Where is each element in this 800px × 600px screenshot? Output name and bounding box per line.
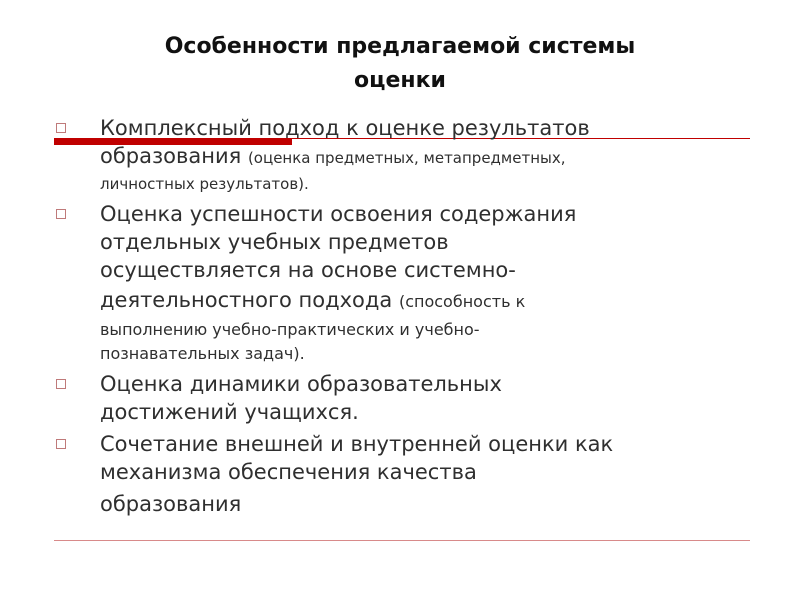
item-1-line-2	[100, 142, 754, 172]
item-2-line-6: познавательных задач).	[100, 344, 305, 363]
list-item-2	[54, 200, 754, 366]
slide-title-line-1: Особенности предлагаемой системы	[164, 34, 636, 59]
item-2-line-4-note: (способность к	[398, 292, 526, 311]
item-3-line-2: достижений учащихся.	[100, 400, 359, 424]
square-bullet-icon	[56, 439, 66, 449]
list-item-4	[54, 430, 754, 522]
list-item-3	[54, 370, 754, 426]
item-4-line-3: образования	[100, 492, 242, 516]
square-bullet-icon	[56, 209, 66, 219]
bullet-list	[54, 114, 754, 526]
slide-title-line-2: оценки	[354, 68, 446, 93]
item-1-line-2-main: образования	[100, 144, 248, 168]
item-2-line-3: осуществляется на основе системно-	[100, 258, 516, 282]
item-1-line-3: личностных результатов).	[100, 175, 309, 193]
slide-title	[100, 30, 700, 98]
item-3-line-1: Оценка динамики образовательных	[100, 372, 502, 396]
bottom-divider	[54, 540, 750, 541]
item-4-line-2: механизма обеспечения качества	[100, 460, 477, 484]
item-1-line-1: Комплексный подход к оценке результатов	[100, 116, 590, 140]
item-2-line-2: отдельных учебных предметов	[100, 230, 449, 254]
item-4-line-1: Сочетание внешней и внутренней оценки как	[100, 432, 614, 456]
square-bullet-icon	[56, 379, 66, 389]
item-1-line-2-note: (оценка предметных, метапредметных,	[247, 149, 566, 167]
item-2-line-5: выполнению учебно-практических и учебно-	[100, 320, 480, 339]
list-item-1	[54, 114, 754, 196]
square-bullet-icon	[56, 123, 66, 133]
item-2-line-4	[100, 284, 754, 318]
item-2-line-4-main: деятельностного подхода	[100, 288, 399, 312]
item-2-line-1: Оценка успешности освоения содержания	[100, 202, 577, 226]
